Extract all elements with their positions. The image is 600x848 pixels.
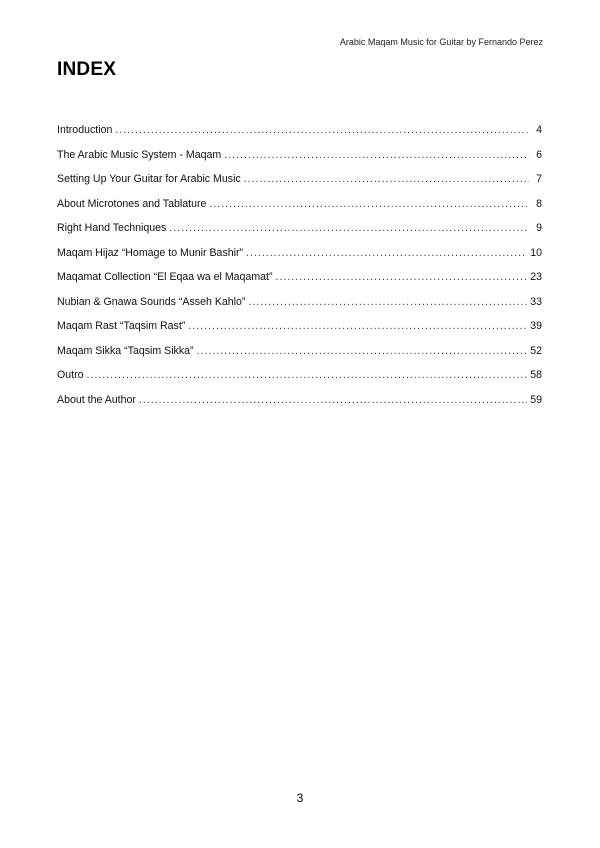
toc-entry-page: 59 <box>530 393 542 406</box>
toc-entry-about-author[interactable] <box>57 394 542 419</box>
toc-dot-leader <box>139 394 527 406</box>
toc-dot-leader <box>115 124 529 136</box>
toc-entry-title: Nubian & Gnawa Sounds “Asseh Kahlo” <box>57 295 246 308</box>
toc-entry-title: About Microtones and Tablature <box>57 197 207 210</box>
toc-entry-page: 8 <box>536 197 542 210</box>
toc-dot-leader <box>209 198 529 210</box>
running-header: Arabic Maqam Music for Guitar by Fernando Perez <box>339 37 543 47</box>
page-number: 3 <box>296 791 304 805</box>
toc-entry-maqam-sikka[interactable] <box>57 345 542 370</box>
toc-dot-leader <box>188 320 527 332</box>
toc-entry-microtones-tablature[interactable] <box>57 198 542 223</box>
toc-entry-nubian-gnawa[interactable] <box>57 296 542 321</box>
toc-dot-leader <box>248 296 527 308</box>
toc-entry-title: Setting Up Your Guitar for Arabic Music <box>57 173 241 185</box>
toc-entry-title: Maqam Rast “Taqsim Rast” <box>57 320 186 332</box>
toc-entry-page: 23 <box>530 271 542 283</box>
toc-entry-outro[interactable] <box>57 369 542 394</box>
toc-dot-leader <box>276 271 528 283</box>
toc-dot-leader <box>169 222 529 234</box>
toc-entry-title: About the Author <box>57 393 136 406</box>
toc-entry-title: Maqam Sikka “Taqsim Sikka” <box>57 344 194 357</box>
toc-entry-title: Introduction <box>57 124 113 136</box>
toc-entry-page: 6 <box>536 148 542 161</box>
toc-dot-leader <box>224 149 529 161</box>
toc-entry-page: 52 <box>530 344 542 357</box>
toc-entry-title: The Arabic Music System - Maqam <box>57 148 222 161</box>
toc-entry-title: Maqam Hijaz “Homage to Munir Bashir” <box>57 246 244 259</box>
page-title: INDEX <box>57 59 117 80</box>
toc-entry-setting-up-guitar[interactable] <box>57 173 542 198</box>
toc-entry-introduction[interactable] <box>57 124 542 149</box>
toc-entry-title: Right Hand Techniques <box>57 222 167 234</box>
toc-entry-page: 58 <box>530 369 542 381</box>
toc-entry-page: 9 <box>536 222 542 234</box>
toc-entry-maqam-rast[interactable] <box>57 320 542 345</box>
toc-dot-leader <box>244 173 529 185</box>
toc-entry-maqam-hijaz[interactable] <box>57 247 542 272</box>
toc-entry-right-hand-techniques[interactable] <box>57 222 542 247</box>
toc-entry-maqamat-collection[interactable] <box>57 271 542 296</box>
toc-dot-leader <box>87 369 528 381</box>
table-of-contents <box>57 124 542 418</box>
toc-entry-page: 33 <box>530 295 542 308</box>
toc-entry-title: Outro <box>57 369 84 381</box>
toc-entry-page: 7 <box>536 173 542 185</box>
toc-dot-leader <box>246 247 527 259</box>
toc-entry-page: 10 <box>530 246 542 259</box>
toc-entry-arabic-music-system[interactable] <box>57 149 542 174</box>
toc-entry-page: 39 <box>530 320 542 332</box>
toc-entry-title: Maqamat Collection “El Eqaa wa el Maqamat” <box>57 271 273 283</box>
toc-entry-page: 4 <box>536 124 542 136</box>
toc-dot-leader <box>197 345 528 357</box>
